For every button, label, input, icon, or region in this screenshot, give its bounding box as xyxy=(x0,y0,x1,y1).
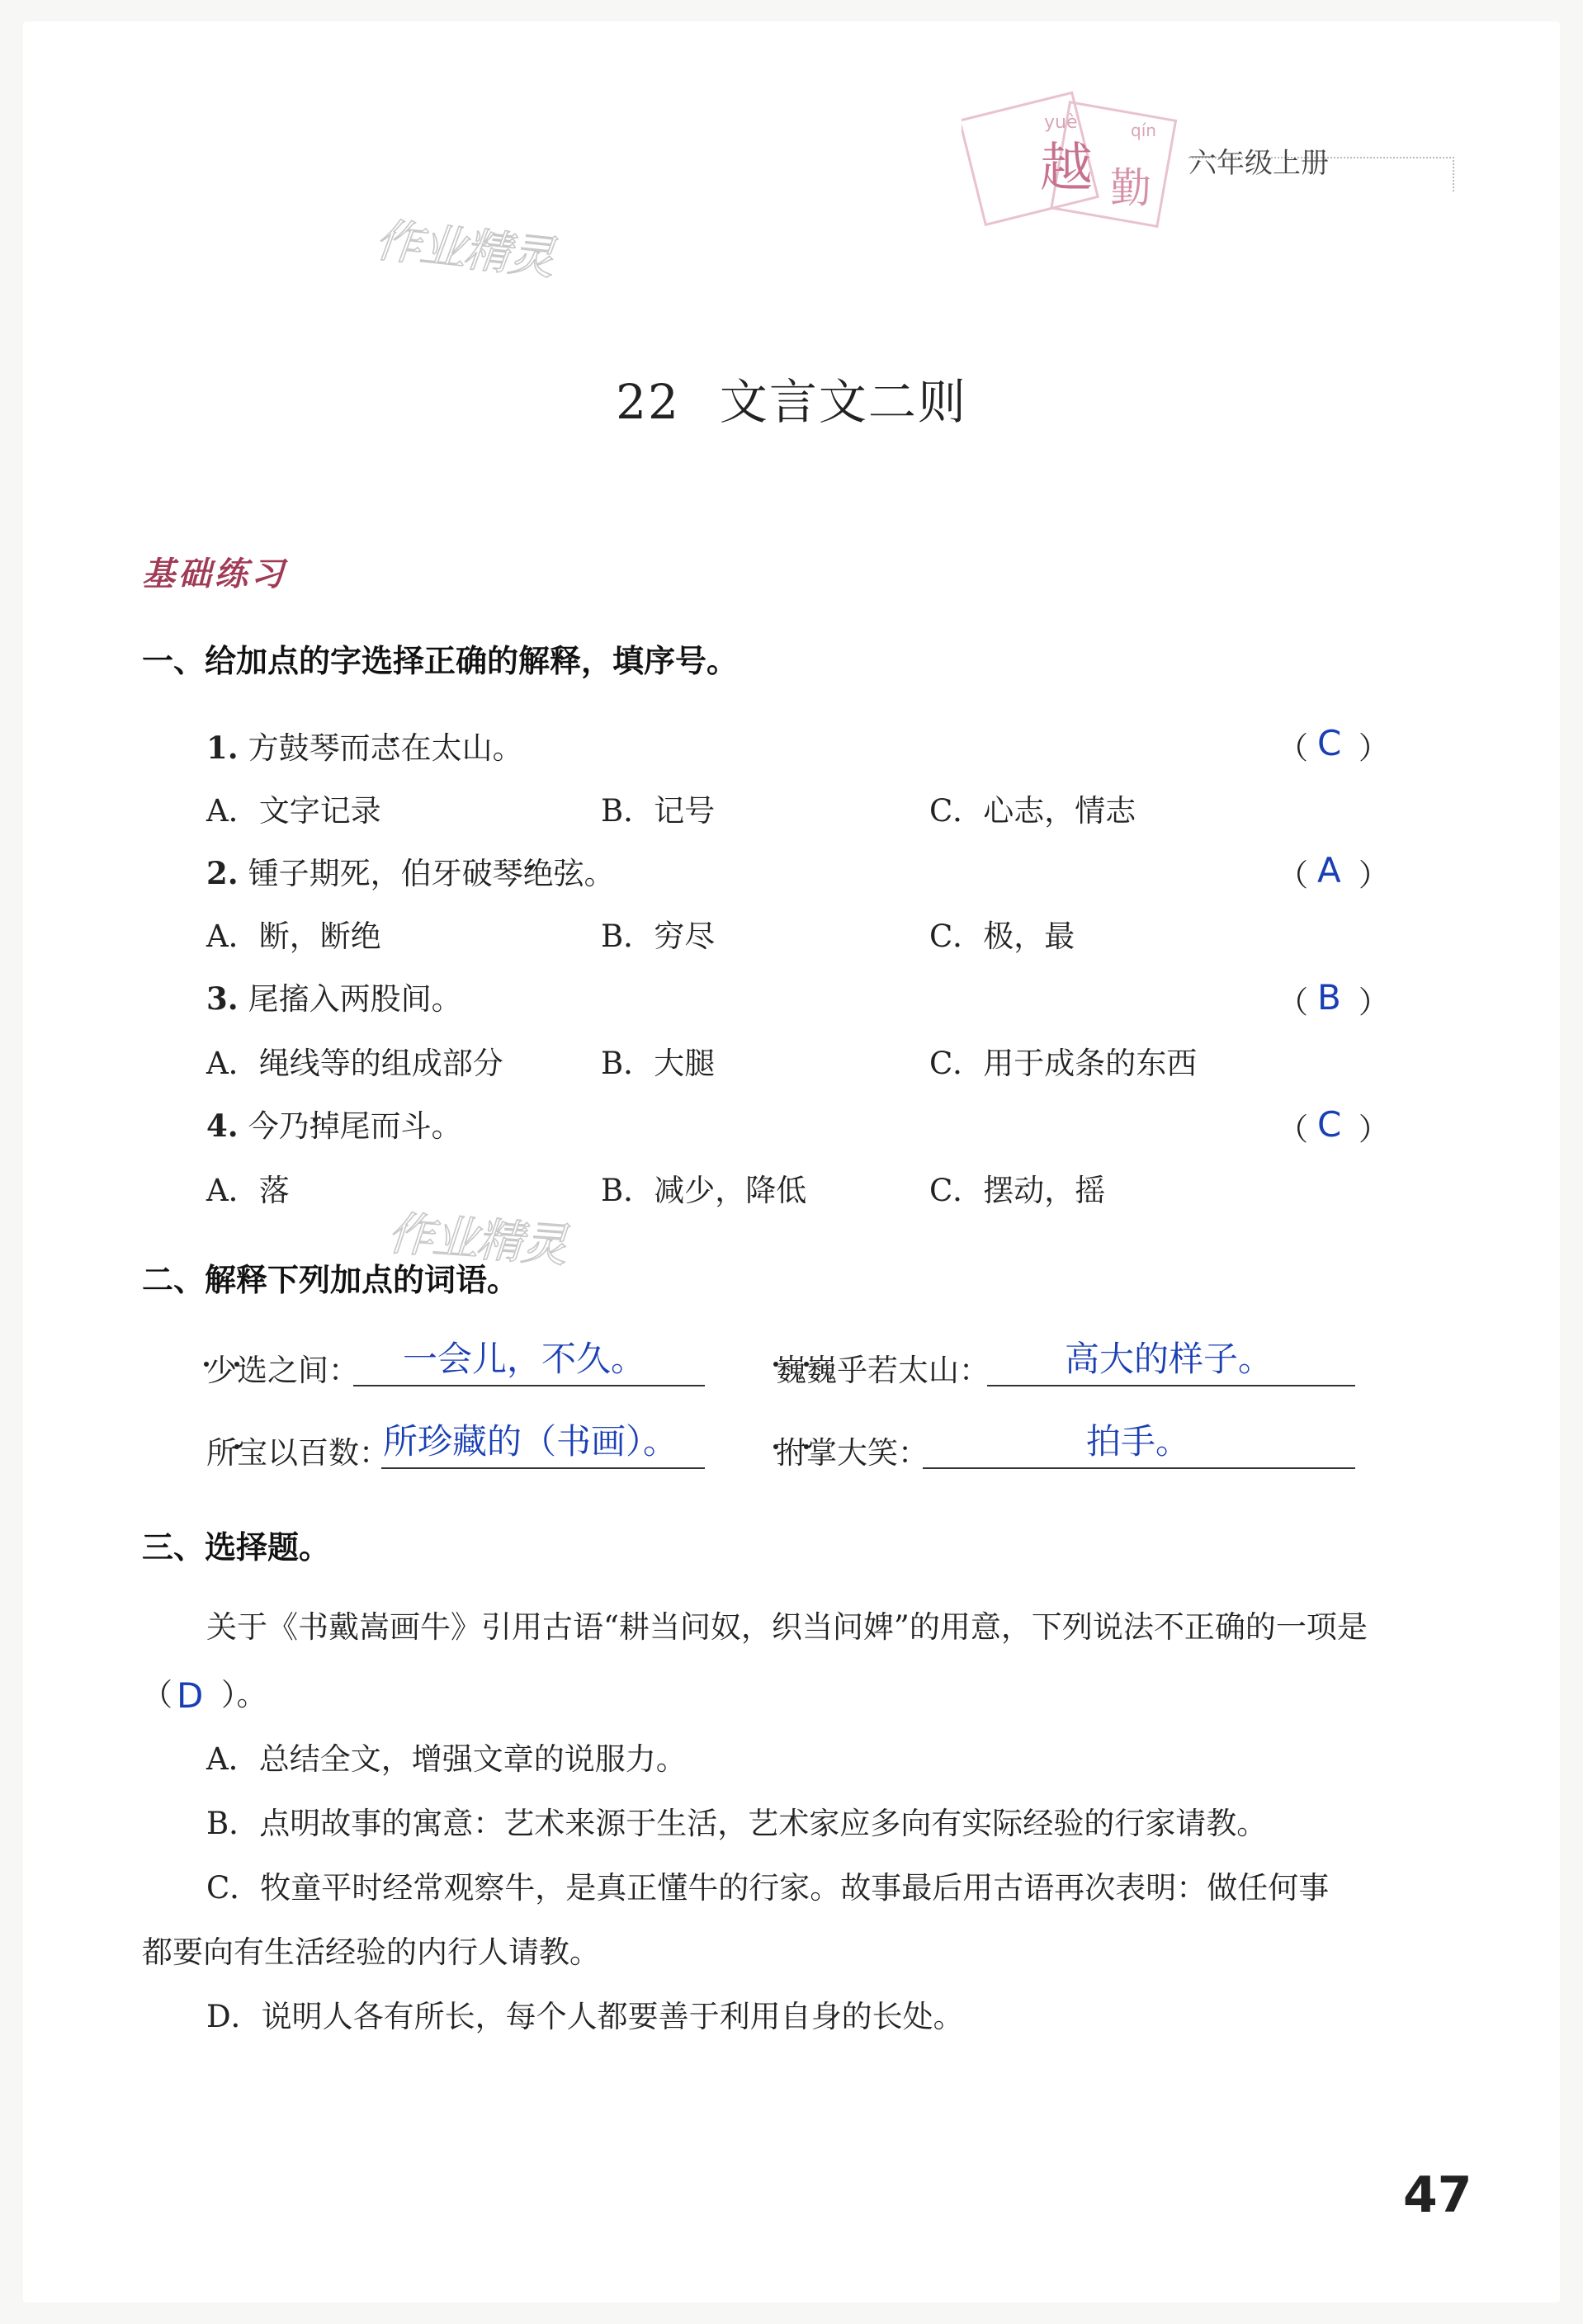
section-heading: 基础练习 xyxy=(142,555,287,593)
option-b: B．记号 xyxy=(601,793,716,829)
option-c: C．心志，情志 xyxy=(929,793,1136,829)
q2-item-1-answer: 一会儿，不久。 xyxy=(403,1339,646,1379)
watermark-top: 作业精灵 xyxy=(372,213,556,286)
item-number: 2. xyxy=(206,855,239,891)
item-text: 今乃掉尾而斗。 xyxy=(248,1108,462,1144)
answer-paren-open: （ xyxy=(1278,730,1308,766)
lesson-name: 文言文二则 xyxy=(719,374,967,430)
q2-item-1-prompt: 少选之间： xyxy=(206,1353,359,1388)
lesson-number: 22 xyxy=(616,374,680,430)
answer-paren-open: （ xyxy=(142,1677,172,1712)
yueqin-badge xyxy=(962,70,1217,235)
option-a: A．断，断绝 xyxy=(206,919,381,954)
answer-line xyxy=(381,1466,705,1469)
q3-option-b: B．点明故事的寓意：艺术来源于生活，艺术家应多向有实际经验的行家请教。 xyxy=(206,1806,1268,1841)
q1-item-4-answer: C xyxy=(1317,1104,1342,1145)
page-number: 47 xyxy=(1403,2166,1472,2224)
option-a: A．文字记录 xyxy=(206,793,381,829)
item-number: 4. xyxy=(206,1108,239,1144)
watermark-middle: 作业精灵 xyxy=(385,1207,568,1273)
answer-paren-close: ） xyxy=(1359,857,1389,893)
q2-item-4-prompt: 拊掌大笑： xyxy=(776,1435,929,1471)
q3-option-c: C．牧童平时经常观察牛，是真正懂牛的行家。故事最后用古语再次表明：做任何事 xyxy=(206,1870,1330,1906)
item-text: 锺子期死，伯牙破琴绝弦。 xyxy=(248,856,615,891)
q2-item-3-prompt: 所宝以百数： xyxy=(206,1435,390,1471)
answer-paren-open: （ xyxy=(1278,857,1308,893)
answer-paren-close: ）。 xyxy=(221,1677,267,1712)
grade-label: 六年级上册 xyxy=(1188,147,1329,180)
lesson-title xyxy=(0,363,1583,432)
item-text: 尾搐入两股间。 xyxy=(248,981,462,1017)
q2-heading: 二、解释下列加点的词语。 xyxy=(142,1262,519,1298)
badge-pinyin-2: qín xyxy=(1131,120,1156,140)
q2-item-2-answer: 高大的样子。 xyxy=(1065,1339,1273,1379)
q3-stem: 关于《书戴嵩画牛》引用古语“耕当问奴，织当问婢”的用意，下列说法不正确的一项是 xyxy=(206,1609,1368,1645)
option-c: C．摆动，摇 xyxy=(929,1173,1106,1208)
q2-item-2-prompt: 巍巍乎若太山： xyxy=(776,1353,990,1388)
q2-item-3-answer: 所珍藏的（书画）。 xyxy=(383,1421,678,1462)
item-number: 1. xyxy=(206,730,239,766)
q3-heading: 三、选择题。 xyxy=(142,1529,331,1566)
answer-line xyxy=(353,1383,705,1386)
badge-char-2: 勤 xyxy=(1110,164,1151,212)
q1-item-2 xyxy=(206,848,615,893)
q3-stem-end xyxy=(142,1677,172,1713)
item-text: 方鼓琴而志在太山。 xyxy=(248,730,523,766)
option-b: B．减少，降低 xyxy=(601,1173,807,1208)
option-b: B．大腿 xyxy=(601,1046,716,1081)
q1-item-1-answer: C xyxy=(1317,723,1342,763)
q3-option-a: A．总结全文，增强文章的说服力。 xyxy=(206,1741,687,1777)
q1-item-2-answer: A xyxy=(1317,850,1341,890)
answer-paren-close: ） xyxy=(1359,1112,1389,1147)
option-b: B．穷尽 xyxy=(601,919,716,954)
q3-option-d: D．说明人各有所长，每个人都要善于利用自身的长处。 xyxy=(206,1999,964,2034)
q2-item-4-answer: 拍手。 xyxy=(1086,1421,1191,1462)
option-a: A．绳线等的组成部分 xyxy=(206,1046,503,1081)
answer-line xyxy=(987,1383,1355,1386)
option-c: C．极，最 xyxy=(929,919,1075,954)
q3-answer: D xyxy=(177,1675,204,1716)
answer-paren-close: ） xyxy=(1359,730,1389,766)
option-a: A．落 xyxy=(206,1173,290,1208)
q1-heading: 一、给加点的字选择正确的解释，填序号。 xyxy=(142,643,739,679)
answer-paren-open: （ xyxy=(1278,985,1308,1020)
item-number: 3. xyxy=(206,980,239,1017)
q1-item-3-answer: B xyxy=(1317,977,1341,1018)
q1-item-1 xyxy=(206,723,523,768)
answer-paren-close: ） xyxy=(1359,985,1389,1020)
q3-option-c-cont: 都要向有生活经验的内行人请教。 xyxy=(142,1934,600,1970)
answer-line xyxy=(923,1466,1355,1469)
badge-char-1: 越 xyxy=(1040,138,1093,199)
answer-paren-open: （ xyxy=(1278,1112,1308,1147)
q1-item-3 xyxy=(206,974,462,1018)
option-c: C．用于成条的东西 xyxy=(929,1046,1198,1081)
badge-pinyin-1: yuè xyxy=(1044,112,1078,133)
q1-item-4 xyxy=(206,1101,462,1145)
